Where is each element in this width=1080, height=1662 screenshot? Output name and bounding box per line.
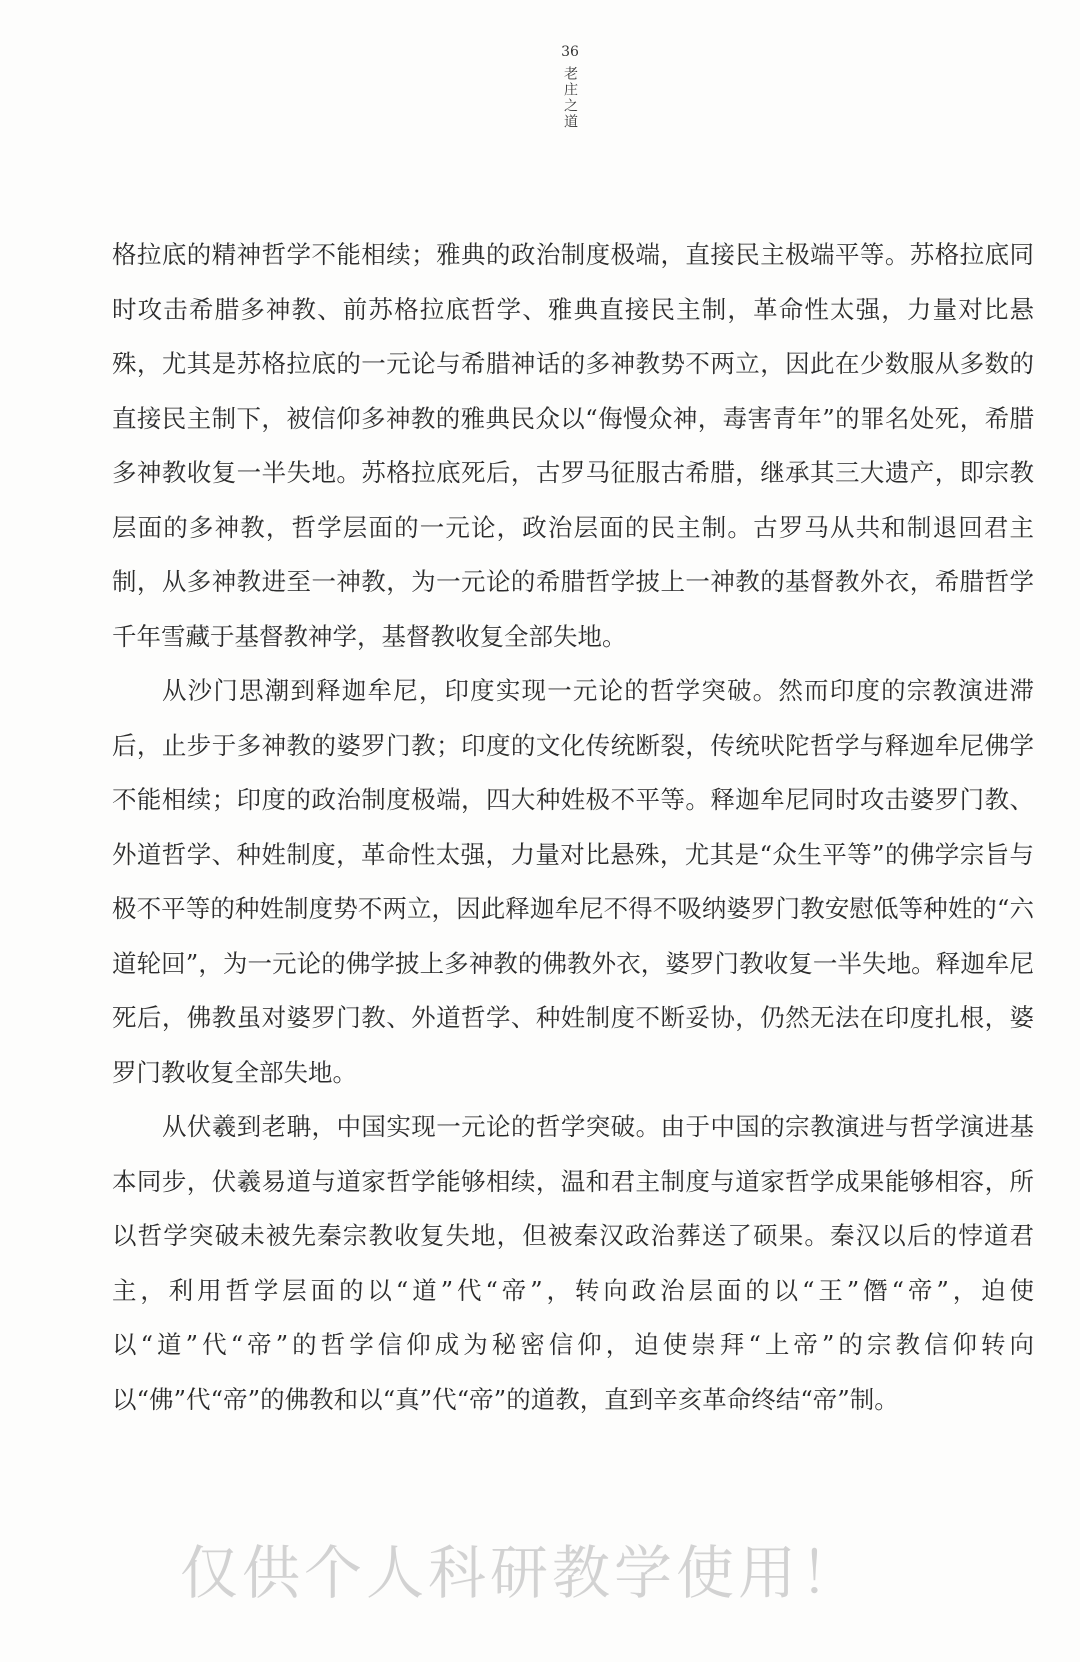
book-title: 老庄之道 <box>562 66 578 130</box>
paragraph-india: 从沙门思潮到释迦牟尼，印度实现一元论的哲学突破。然而印度的宗教演进滞后，止步于多神教的婆罗门教；印度的文化传统断裂，传统吠陀哲学与释迦牟尼佛学不能相续；印度的政治制度极端，四大种姓极不平等。释迦牟尼同时攻击婆罗门教、外道哲学、种姓制度，革命性太强，力量对比悬殊，尤其是“众生平等”的佛学宗旨与极不平等的种姓制度势不两立，因此释迦牟尼不得不吸纳婆罗门教安慰低等种姓的“六道轮回”，为一元论的佛学披上多神教的佛教外衣，婆罗门教收复一半失地。释迦牟尼死后，佛教虽对婆罗门教、外道哲学、种姓制度不断妥协，仍然无法在印度扎根，婆罗门教收复全部失地。 <box>112 676 1034 1087</box>
page-number: 36 <box>561 44 579 60</box>
paragraph-china: 从伏羲到老聃，中国实现一元论的哲学突破。由于中国的宗教演进与哲学演进基本同步，伏羲易道与道家哲学能够相续，温和君主制度与道家哲学成果能够相容，所以哲学突破未被先秦宗教收复失地，但被秦汉政治葬送了硕果。秦汉以后的悖道君主，利用哲学层面的以“道”代“帝”，转向政治层面的以“王”僭“帝”，迫使以“道”代“帝”的哲学信仰成为秘密信仰，迫使崇拜“上帝”的宗教信仰转向以“佛”代“帝”的佛教和以“真”代“帝”的道教，直到辛亥革命终结“帝”制。 <box>112 1112 1034 1414</box>
paragraph-socrates-continued: 格拉底的精神哲学不能相续；雅典的政治制度极端，直接民主极端平等。苏格拉底同时攻击希腊多神教、前苏格拉底哲学、雅典直接民主制，革命性太强，力量对比悬殊，尤其是苏格拉底的一元论与希腊神话的多神教势不两立，因此在少数服从多数的直接民主制下，被信仰多神教的雅典民众以“侮慢众神，毒害青年”的罪名处死，希腊多神教收复一半失地。苏格拉底死后，古罗马征服古希腊，继承其三大遗产，即宗教层面的多神教，哲学层面的一元论，政治层面的民主制。古罗马从共和制退回君主制，从多神教进至一神教，为一元论的希腊哲学披上一神教的基督教外衣，希腊哲学千年雪藏于基督教神学，基督教收复全部失地。 <box>112 240 1034 651</box>
running-header <box>555 44 585 130</box>
watermark-text: 仅供个人科研教学使用！ <box>180 1539 863 1607</box>
body-text <box>112 228 1034 1427</box>
